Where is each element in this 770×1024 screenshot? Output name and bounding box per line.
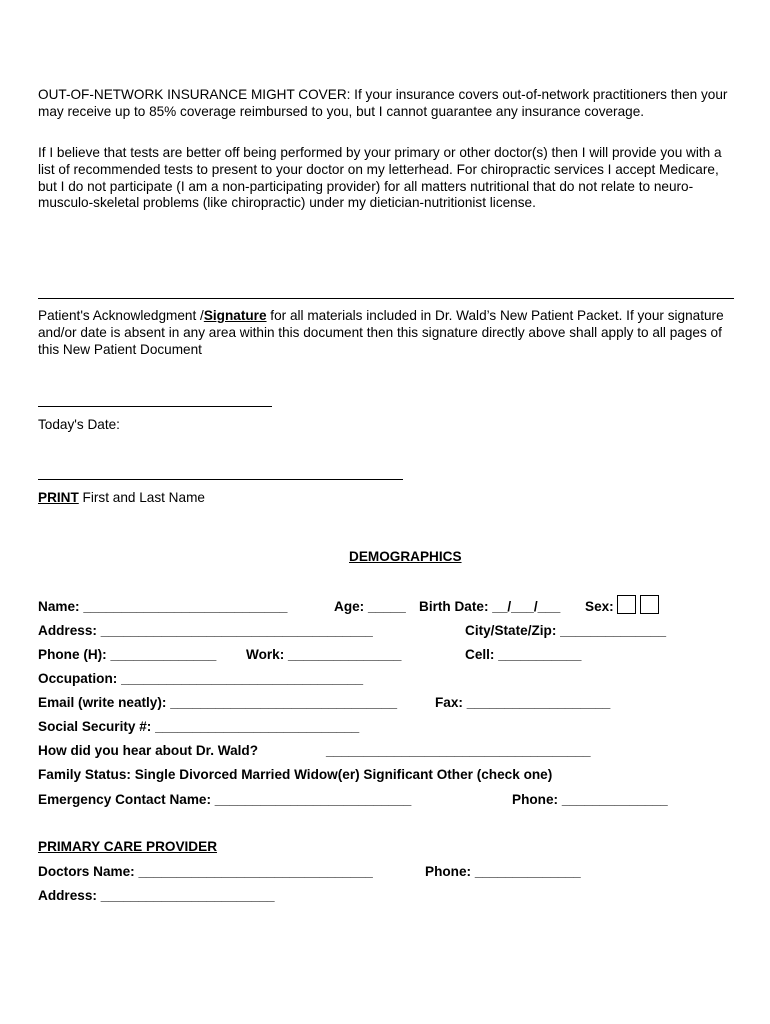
- signature-line[interactable]: [38, 298, 734, 299]
- sex-checkbox-1[interactable]: [617, 595, 636, 614]
- family-status-field[interactable]: Family Status: Single Divorced Married Widow(er) Significant Other (check one): [38, 767, 553, 782]
- fax-field[interactable]: Fax: ___________________: [435, 695, 611, 710]
- sex-checkbox-2[interactable]: [640, 595, 659, 614]
- acknowledgment-prefix: Patient's Acknowledgment /: [38, 308, 204, 323]
- age-field[interactable]: Age: _____: [334, 599, 406, 614]
- hear-about-label: How did you hear about Dr. Wald?: [38, 743, 259, 758]
- todays-date-label: Today's Date:: [38, 417, 120, 432]
- home-phone-field[interactable]: Phone (H): ______________: [38, 647, 217, 662]
- date-line[interactable]: [38, 406, 272, 407]
- print-name-label: [38, 489, 205, 506]
- address-field[interactable]: Address: ____________________________________: [38, 623, 373, 638]
- city-state-zip-field[interactable]: City/State/Zip: ______________: [465, 623, 667, 638]
- doctor-address-field[interactable]: Address: _______________________: [38, 888, 275, 903]
- acknowledgment-paragraph: [38, 308, 738, 358]
- occupation-field[interactable]: Occupation: ________________________________: [38, 671, 364, 686]
- primary-care-heading: PRIMARY CARE PROVIDER: [38, 839, 218, 854]
- doctors-name-field[interactable]: Doctors Name: _______________________________: [38, 864, 373, 879]
- acknowledgment-rest: for all materials included in Dr. Wald’s New Patient Packet. If your signature and/or date is absent in any area within this document then this signature directly above shall apply to all pages of this New Patient Document: [38, 308, 724, 357]
- demographics-heading: DEMOGRAPHICS: [349, 549, 462, 564]
- name-field[interactable]: Name: ___________________________: [38, 599, 288, 614]
- cell-phone-field[interactable]: Cell: ___________: [465, 647, 582, 662]
- birth-date-field[interactable]: Birth Date: __/___/___: [419, 599, 561, 614]
- ssn-field[interactable]: Social Security #: ___________________________: [38, 719, 360, 734]
- print-word: PRINT: [38, 490, 79, 505]
- print-rest: First and Last Name: [78, 490, 205, 505]
- insurance-paragraph: OUT-OF-NETWORK INSURANCE MIGHT COVER: If your insurance covers out-of-network practitioners then your may receive up to 85% coverage reimbursed to you, but I cannot guarantee any insurance coverage.: [38, 87, 728, 119]
- emergency-phone-field[interactable]: Phone: ______________: [512, 792, 668, 807]
- sex-label: Sex:: [585, 599, 614, 614]
- signature-word: Signature: [203, 308, 267, 323]
- tests-paragraph: If I believe that tests are better off being performed by your primary or other doctor(s) then I will provide you with a list of recommended tests to present to your doctor on my letterhead. For chiropractic services I accept Medicare, but I do not participate (I am a non-participating provider) for all matters nutritional that do not relate to neuro-musculo-skeletal problems (like chiropractic) under my dietician-nutritionist license.: [38, 145, 722, 211]
- hear-about-field[interactable]: ___________________________________: [326, 743, 591, 758]
- print-name-line[interactable]: [38, 479, 403, 480]
- work-phone-field[interactable]: Work: _______________: [246, 647, 402, 662]
- emergency-contact-field[interactable]: Emergency Contact Name: __________________________: [38, 792, 412, 807]
- doctor-phone-field[interactable]: Phone: ______________: [425, 864, 581, 879]
- email-field[interactable]: Email (write neatly): ______________________________: [38, 695, 397, 710]
